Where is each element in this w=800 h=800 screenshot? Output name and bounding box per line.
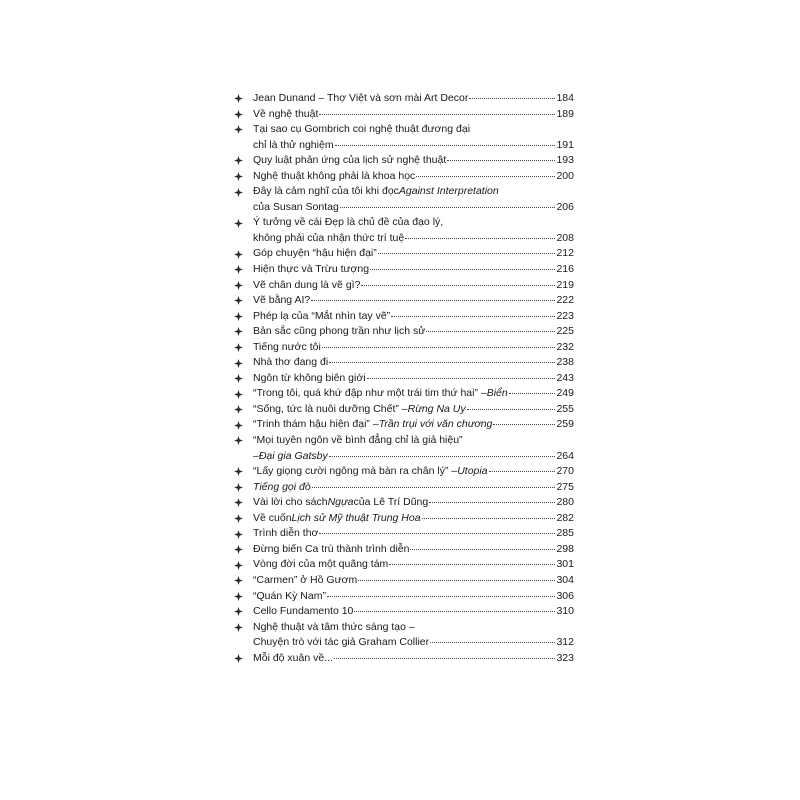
toc-entry (232, 526, 574, 542)
toc-entry-line (253, 526, 574, 542)
toc-entry (232, 464, 574, 480)
diamond-bullet-icon (232, 464, 244, 480)
dot-leader (405, 238, 555, 239)
toc-entry (232, 402, 574, 418)
toc-entry-line (253, 371, 574, 387)
toc-entry-title: Cello Fundamento 10 (253, 605, 354, 618)
diamond-bullet-icon (232, 91, 244, 107)
diamond-bullet-icon (232, 604, 244, 620)
diamond-bullet-icon (232, 526, 244, 542)
toc-entry-title: “Carmen” ở Hồ Gươm (253, 573, 358, 586)
toc-entry (232, 278, 574, 294)
toc-page-number: 304 (556, 573, 574, 586)
toc-entry-line (253, 651, 574, 667)
toc-entry-line (253, 138, 574, 154)
toc-entry-title: Tiếng gọi đò (253, 480, 311, 493)
dot-leader (367, 378, 556, 379)
toc-entry-line (253, 573, 574, 589)
diamond-bullet-icon (232, 480, 244, 496)
toc-entry-line (253, 262, 574, 278)
toc-page-number: 212 (556, 247, 574, 260)
toc-page-number: 298 (556, 542, 574, 555)
dot-leader (370, 269, 555, 270)
toc-entry (232, 324, 574, 340)
toc-entry (232, 573, 574, 589)
toc-page-number: 310 (556, 605, 574, 618)
diamond-bullet-icon (232, 246, 244, 262)
toc-entry (232, 215, 574, 246)
dot-leader (319, 114, 555, 115)
toc-entry-title: Rừng Na Uy (407, 402, 466, 415)
dot-leader (311, 300, 555, 301)
diamond-bullet-icon (232, 542, 244, 558)
toc-entry-line (253, 184, 574, 200)
toc-page-number: 323 (556, 651, 574, 664)
dot-leader (391, 316, 555, 317)
dot-leader (426, 331, 555, 332)
toc-entry-line (253, 589, 574, 605)
toc-page-number: 280 (556, 496, 574, 509)
toc-entry-line (253, 231, 574, 247)
toc-entry-line (253, 402, 574, 418)
toc-entry-title: Vòng đời của một quãng tám (253, 558, 389, 571)
dot-leader (354, 611, 555, 612)
toc-page-number: 264 (556, 449, 574, 462)
toc-entry (232, 340, 574, 356)
toc-entry-title: – (253, 449, 259, 462)
toc-entry-title: Đại gia Gatsby (258, 449, 328, 462)
toc-entry-line (253, 107, 574, 123)
toc-entry (232, 309, 574, 325)
toc-entry (232, 371, 574, 387)
diamond-bullet-icon (232, 371, 244, 387)
toc-entry (232, 107, 574, 123)
diamond-bullet-icon (232, 122, 244, 138)
diamond-bullet-icon (232, 340, 244, 356)
toc-entry-title: “Sống, tức là nuôi dưỡng Chết” – (253, 402, 408, 415)
toc-entry-line (253, 169, 574, 185)
toc-entry-line (253, 309, 574, 325)
dot-leader (322, 347, 556, 348)
toc-entry-title: Đây là cảm nghĩ của tôi khi đọc (253, 185, 399, 198)
toc-page-number: 225 (556, 325, 574, 338)
toc-entry-line (253, 480, 574, 496)
toc-entry-line (253, 464, 574, 480)
toc-entry-line (253, 433, 574, 449)
diamond-bullet-icon (232, 495, 244, 511)
diamond-bullet-icon (232, 433, 244, 449)
toc-entry-title: Ngôn từ không biên giới (253, 371, 366, 384)
diamond-bullet-icon (232, 215, 244, 231)
toc-entry (232, 604, 574, 620)
dot-leader (509, 393, 556, 394)
dot-leader (469, 98, 555, 99)
toc-entry (232, 386, 574, 402)
table-of-contents (232, 91, 574, 666)
toc-page-number: 306 (556, 589, 574, 602)
toc-page-number: 223 (556, 309, 574, 322)
toc-entry-title: chỉ là thử nghiệm (253, 138, 334, 151)
toc-entry-title: “Trong tôi, quá khứ đập như một trái tim thứ hai” – (253, 387, 487, 400)
toc-entry-title: Về nghệ thuật (253, 107, 319, 120)
toc-entry-title: Trần trụi với văn chương (378, 418, 493, 431)
toc-entry (232, 122, 574, 153)
toc-entry-line (253, 293, 574, 309)
toc-entry-title: của Lê Trí Dũng (353, 496, 429, 509)
diamond-bullet-icon (232, 402, 244, 418)
toc-entry-line (253, 215, 574, 231)
diamond-bullet-icon (232, 620, 244, 636)
toc-entry-title: Góp chuyện “hậu hiện đại” (253, 247, 377, 260)
toc-entry-line (253, 417, 574, 433)
dot-leader (467, 409, 556, 410)
toc-entry-line (253, 557, 574, 573)
diamond-bullet-icon (232, 417, 244, 433)
toc-entry (232, 557, 574, 573)
toc-entry-line (253, 91, 574, 107)
toc-entry-title: Trình diễn thơ (253, 527, 319, 540)
toc-entry-title: Hiện thực và Trừu tượng (253, 263, 370, 276)
diamond-bullet-icon (232, 153, 244, 169)
toc-entry (232, 169, 574, 185)
toc-entry-title: Nghệ thuật và tâm thức sáng tạo – (253, 620, 415, 633)
diamond-bullet-icon (232, 355, 244, 371)
diamond-bullet-icon (232, 169, 244, 185)
toc-page-number: 312 (556, 636, 574, 649)
toc-entry-title: Nghệ thuật không phải là khoa học (253, 169, 416, 182)
toc-entry-title: không phải của nhận thức trí tuệ (253, 231, 405, 244)
toc-entry-title: “Quán Kỳ Nam” (253, 589, 326, 602)
toc-entry-line (253, 324, 574, 340)
toc-page-number: 189 (556, 107, 574, 120)
toc-entry (232, 495, 574, 511)
toc-entry (232, 417, 574, 433)
toc-entry-line (253, 511, 574, 527)
dot-leader (319, 533, 555, 534)
toc-entry-title: Vài lời cho sách (253, 496, 328, 509)
toc-entry-line (253, 153, 574, 169)
dot-leader (334, 658, 556, 659)
diamond-bullet-icon (232, 107, 244, 123)
dot-leader (389, 564, 555, 565)
diamond-bullet-icon (232, 573, 244, 589)
dot-leader (312, 487, 556, 488)
toc-entry-title: Utopia (457, 465, 488, 478)
toc-entry-line (253, 200, 574, 216)
toc-entry-title: của Susan Sontag (253, 200, 339, 213)
toc-entry-line (253, 386, 574, 402)
diamond-bullet-icon (232, 557, 244, 573)
toc-page-number: 255 (556, 402, 574, 415)
toc-page-number: 200 (556, 169, 574, 182)
toc-entry (232, 542, 574, 558)
toc-entry-title: Ý tưởng về cái Đẹp là chủ đề của đạo lý, (253, 216, 444, 229)
toc-page-number: 208 (556, 231, 574, 244)
toc-entry-title: Chuyện trò với tác giả Graham Collier (253, 636, 430, 649)
toc-entry-title: “Mọi tuyên ngôn về bình đẳng chỉ là giả hiệu” (253, 434, 463, 447)
toc-entry (232, 355, 574, 371)
diamond-bullet-icon (232, 278, 244, 294)
toc-entry-title: Phép lạ của “Mắt nhìn tay vẽ” (253, 309, 391, 322)
toc-entry (232, 153, 574, 169)
toc-entry-title: Lịch sử Mỹ thuật Trung Hoa (291, 511, 421, 524)
toc-page-number: 285 (556, 527, 574, 540)
toc-page-number: 301 (556, 558, 574, 571)
dot-leader (489, 471, 556, 472)
diamond-bullet-icon (232, 184, 244, 200)
toc-entry-title: Quy luật phản ứng của lịch sử nghệ thuật (253, 154, 447, 167)
toc-entry (232, 480, 574, 496)
toc-entry (232, 184, 574, 215)
toc-entry-title: Ngựa (327, 496, 354, 509)
toc-entry-title: Vẽ chân dung là vẽ gì? (253, 278, 361, 291)
toc-entry (232, 651, 574, 667)
toc-entry-line (253, 542, 574, 558)
toc-entry-title: Về cuốn (253, 511, 292, 524)
toc-page-number: 222 (556, 294, 574, 307)
toc-entry-title: Mỗi độ xuân về... (253, 651, 333, 664)
toc-entry-title: Đừng biến Ca trù thành trình diễn (253, 542, 410, 555)
toc-page-number: 270 (556, 465, 574, 478)
toc-entry-line (253, 278, 574, 294)
dot-leader (378, 253, 556, 254)
toc-entry (232, 91, 574, 107)
toc-entry (232, 511, 574, 527)
toc-entry-title: Tiếng nước tôi (253, 340, 321, 353)
toc-entry (232, 589, 574, 605)
dot-leader (329, 362, 555, 363)
toc-page-number: 249 (556, 387, 574, 400)
toc-page-number: 184 (556, 92, 574, 104)
toc-page-number: 216 (556, 263, 574, 276)
toc-page-number: 282 (556, 511, 574, 524)
toc-page-number: 243 (556, 371, 574, 384)
diamond-bullet-icon (232, 386, 244, 402)
toc-entry-title: “Trinh thám hậu hiện đại” – (253, 418, 379, 431)
dot-leader (327, 596, 556, 597)
dot-leader (410, 549, 555, 550)
toc-entry-title: Nhà thơ đang đi (253, 356, 329, 369)
diamond-bullet-icon (232, 262, 244, 278)
toc-entry-line (253, 495, 574, 511)
toc-entry-line (253, 449, 574, 465)
toc-entry-title: Against Interpretation (398, 185, 499, 198)
diamond-bullet-icon (232, 309, 244, 325)
toc-entry-title: “Lấy giọng cười ngông mà bàn ra chân lý” – (253, 465, 458, 478)
toc-entry-line (253, 635, 574, 651)
dot-leader (361, 285, 555, 286)
toc-entry-title: Biển (486, 387, 508, 400)
dot-leader (335, 145, 556, 146)
toc-entry-line (253, 122, 574, 138)
toc-entry-title: Bản sắc cũng phong trần như lịch sử (253, 325, 426, 338)
toc-entry (232, 620, 574, 651)
toc-entry (232, 262, 574, 278)
toc-entry (232, 246, 574, 262)
diamond-bullet-icon (232, 651, 244, 667)
toc-entry-line (253, 246, 574, 262)
dot-leader (329, 456, 556, 457)
dot-leader (358, 580, 555, 581)
diamond-bullet-icon (232, 589, 244, 605)
dot-leader (493, 424, 555, 425)
diamond-bullet-icon (232, 293, 244, 309)
toc-entry-title: Vẽ bằng AI? (253, 294, 311, 307)
dot-leader (340, 207, 556, 208)
toc-entry-title: Jean Dunand – Thợ Việt và sơn mài Art Decor (253, 92, 469, 104)
toc-page-number: 193 (556, 154, 574, 167)
toc-page-number: 206 (556, 200, 574, 213)
toc-entry (232, 433, 574, 464)
dot-leader (429, 502, 555, 503)
dot-leader (447, 160, 555, 161)
toc-page-number: 232 (556, 340, 574, 353)
toc-page-number: 259 (556, 418, 574, 431)
diamond-bullet-icon (232, 511, 244, 527)
toc-page-number: 275 (556, 480, 574, 493)
toc-page-number: 191 (556, 138, 574, 151)
toc-entry-title: Tại sao cụ Gombrich coi nghệ thuật đương đại (253, 123, 471, 136)
toc-entry-line (253, 340, 574, 356)
toc-entry-line (253, 355, 574, 371)
dot-leader (422, 518, 556, 519)
dot-leader (416, 176, 555, 177)
toc-page-number: 219 (556, 278, 574, 291)
toc-page-number: 238 (556, 356, 574, 369)
toc-entry (232, 293, 574, 309)
dot-leader (430, 642, 555, 643)
toc-entry-line (253, 620, 574, 636)
diamond-bullet-icon (232, 324, 244, 340)
toc-entry-line (253, 604, 574, 620)
